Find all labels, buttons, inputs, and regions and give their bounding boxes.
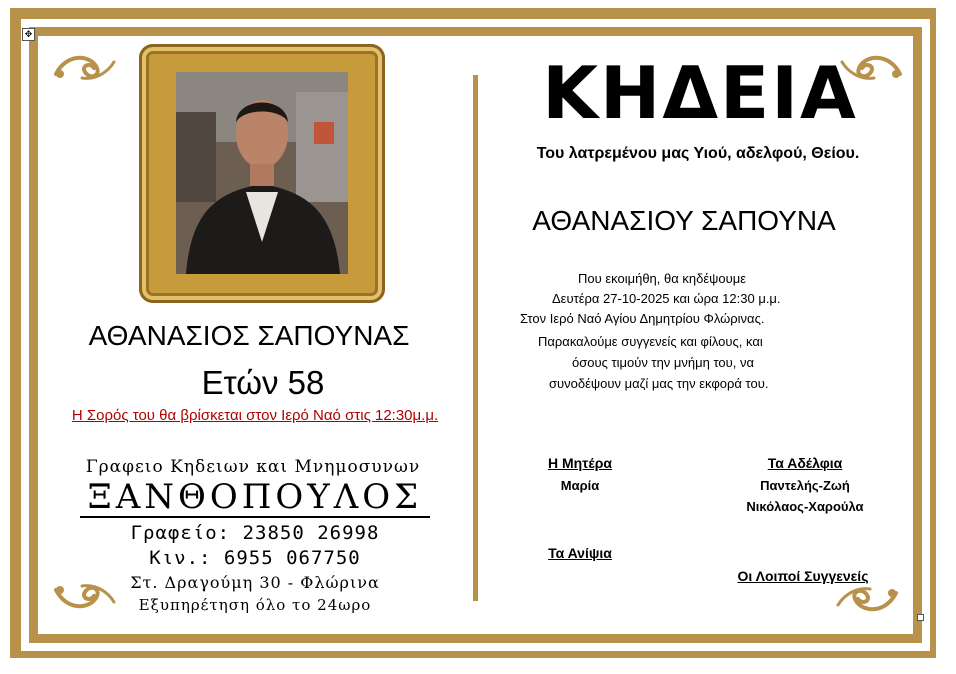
funeral-home-label: Γραφειο Κηδειων και Μνημοσυνων bbox=[85, 457, 421, 477]
funeral-home-name: ΞΑΝΘΟΠΟΥΛΟΣ bbox=[80, 478, 430, 518]
mother-heading: Η Μητέρα bbox=[547, 455, 613, 471]
portrait-photo bbox=[176, 72, 348, 274]
body-line: όσους τιμούν την μνήμη του, να bbox=[572, 355, 754, 370]
dedication-line: Του λατρεμένου μας Υιού, αδελφού, Θείου. bbox=[536, 145, 860, 162]
deceased-age: Ετών 58 bbox=[201, 364, 325, 401]
mother-name: Μαρία bbox=[560, 478, 600, 493]
vertical-divider bbox=[473, 75, 478, 601]
service-hours: Εξυπηρέτηση όλο το 24ωρο bbox=[138, 596, 372, 614]
wake-notice: Η Σορός του θα βρίσκεται στον Ιερό Ναό στις 12:30μ.μ. bbox=[71, 407, 439, 424]
scroll-ornament-icon bbox=[52, 52, 118, 82]
scroll-ornament-icon bbox=[834, 585, 900, 615]
relatives-heading: Οι Λοιποί Συγγενείς bbox=[737, 568, 869, 584]
body-line: Παρακαλούμε συγγενείς και φίλους, και bbox=[538, 334, 763, 349]
body-line: Δευτέρα 27-10-2025 και ώρα 12:30 μ.μ. bbox=[552, 291, 781, 306]
mobile-phone: Κιν.: 6955 067750 bbox=[149, 547, 361, 569]
resize-handle-icon[interactable] bbox=[917, 614, 924, 621]
funeral-home-address: Στ. Δραγούμη 30 - Φλώρινα bbox=[130, 573, 380, 592]
body-line: Που εκοιμήθη, θα κηδέψουμε bbox=[578, 271, 747, 286]
deceased-name-genitive: ΑΘΑΝΑΣΙΟΥ ΣΑΠΟΥΝΑ bbox=[532, 205, 836, 236]
siblings-line: Νικόλαος-Χαρούλα bbox=[746, 499, 864, 514]
scroll-ornament-icon bbox=[52, 582, 118, 612]
page-title: ΚΗΔΕΙΑ bbox=[542, 51, 858, 135]
deceased-name: ΑΘΑΝΑΣΙΟΣ ΣΑΠΟΥΝΑΣ bbox=[88, 320, 410, 351]
body-line: Στον Ιερό Ναό Αγίου Δημητρίου Φλώρινας. bbox=[520, 311, 765, 326]
siblings-heading: Τα Αδέλφια bbox=[767, 455, 843, 471]
siblings-line: Παντελής-Ζωή bbox=[760, 478, 850, 493]
body-line: συνοδέψουν μαζί μας την εκφορά του. bbox=[549, 376, 769, 391]
office-phone: Γραφείο: 23850 26998 bbox=[130, 522, 380, 544]
nieces-heading: Τα Ανίψια bbox=[548, 545, 612, 561]
move-handle-icon[interactable]: ✥ bbox=[22, 28, 35, 41]
